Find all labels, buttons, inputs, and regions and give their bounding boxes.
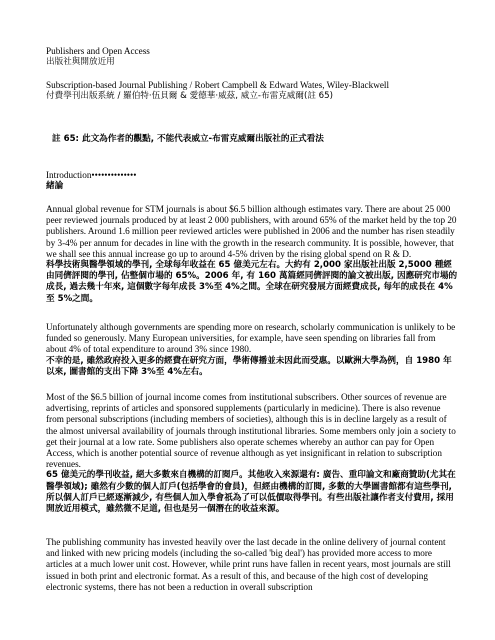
document-title [46,46,458,68]
paragraph-chinese: 科學技術與醫學領域的學刊, 全球每年收益在 65 億美元左右。大約有 2,000 家出版社出版 2,5000 種經由同儕評閱的學刊, 佔整個市場的 65%。2006 年, 有 160 萬篇經同儕評閱的論文被出版, 因應研究市場的成長, 過去幾十年來, 這個數字每年成長 3%至 4%之間。全球在研究發展方面經費成長, 每年的成長在 4%至 5%之間。 [46,260,458,304]
introduction-heading-english: Introduction•••••••••••••• [46,170,137,180]
paragraph-2 [46,322,458,378]
title-chinese: 出版社與開放近用 [46,57,115,68]
paragraph-1 [46,204,458,305]
title-english: Publishers and Open Access [46,46,150,56]
paragraph-english: Most of the $6.5 billion of journal income comes from institutional subscribers. Other sources of revenue are advertising, reprints of articles and sponsored supplements (particularly in medicine). There is also revenue from personal subscriptions (including members of societies), although this is in decline largely as a result of the almost universal availability of journals through institutional libraries. Some members only join a society to get their journal at a low rate. Some publishers also operate schemes whereby an author can pay for Open Access, which is another potential source of revenue although as yet insignificant in relation to subscription revenues. [46,392,456,470]
paragraph-english: The publishing community has invested heavily over the last decade in the online delivery of journal content and linked with new pricing models (including the so-called 'big deal') has provided more access to more articles at a much lower unit cost. However, while print runs have fallen in recent years, most journals are still issued in both print and electronic format. As a result of this, and because of the high cost of developing electronic systems, there has not been a reduction in overall subscription [46,537,451,592]
paragraph-3 [46,392,458,515]
footnote-text: 註 65: 此文為作者的觀點, 不能代表威立-布雷克威爾出版社的正式看法 [52,133,324,144]
paragraph-chinese: 65 億美元的學刊收益, 絕大多數來自機構的訂閱戶。其他收入來源還有: 廣告、重印論文和廠商贊助(尤其在醫學領域); 雖然有少數的個人訂戶(包括學會的會員)，但經由機構的訂閱, 多數的大學圖書館都有這些學刊, 所以個人訂戶已經逐漸減少, 有些個人加入學會祇為了可以低價取得學刊。有些出版社讓作者支付費用, 採用開放近用模式，雖然微不足道, 但也是另一個潛在的收益來源。 [46,470,456,515]
introduction-heading [46,170,458,192]
citation-block [46,80,458,102]
introduction-heading-chinese: 緒論 [46,181,64,192]
footnote-block [52,125,458,153]
citation-english: Subscription-based Journal Publishing / Robert Campbell & Edward Wates, Wiley-Blackwell [46,80,390,90]
citation-chinese: 付費學刊出版系統 / 羅伯特·伍貝爾 & 愛德華·威茲, 威立-布雷克威爾(註 65) [46,91,333,102]
paragraph-english: Unfortunately although governments are spending more on research, scholarly communication is unlikely to be funded so generously. Many European universities, for example, have seen spending on libraries fall from about 4% of total expenditure to around 3% since 1980. [46,322,456,355]
paragraph-4 [46,537,458,593]
paragraph-english: Annual global revenue for STM journals is about $6.5 billion although estimates vary. There are about 25 000 peer reviewed journals produced by at least 2 000 publishers, with around 65% of the market held by the top 20 publishers. Around 1.6 million peer reviewed articles were published in 2006 and the number has risen steadily by 3-4% per annum for decades in line with the growth in the research community. It is possible, however, that we shall see this annual increase go up to around 4-5% driven by the rising global spend on R & D. [46,204,457,259]
paragraph-chinese: 不幸的是, 雖然政府投入更多的經費在研究方面，學術傳播並未因此而受惠。以歐洲大學為例，自 1980 年以來, 圖書館的支出下降 3%至 4%左右。 [46,355,452,377]
